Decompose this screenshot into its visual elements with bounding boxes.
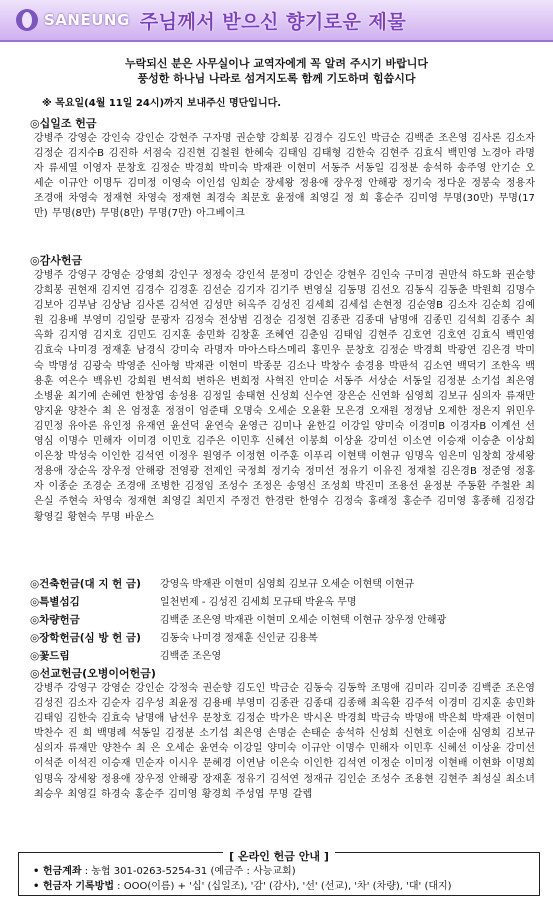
thanks-title: ◎감사헌금	[30, 254, 83, 267]
building-offering-label: ◎건축헌금(대 지 헌 금)	[30, 578, 141, 590]
scholarship-offering-label: ◎장학헌금(심 방 헌 금)	[30, 632, 141, 644]
tithe-names: 강병주 강영순 강인숙 강인순 강현주 구자명 권순향 강희봉 김경수 김도인 박금순 김백준 조은영 김사론 김소자 김정순 김지수B 김진하 서점숙 김진현 김철원 한혜숙 김태임 김태형 김한숙 김현주 김효식 백민영 노경아 라명자 류세열 이영자 문창호 김정순 박경희 박미숙 박재관 이현미 서동주 서동일 김정분 송석하 송주영 안기순 오세순 이규안 이명두 김미정 이영숙 이인섭 임희순 장세왕 정용애 장우정 안해광 정기숙 정다운 정봉숙 정용자 조경애 차영숙 정재현 차영숙 정재현 최경숙 최문호 윤정애 최영길 정 희 홍순주 김미영 무명(30만) 무명(17만) 무명(8만) 무명(8만) 무명(7만) 아그베이크	[34, 133, 535, 220]
header-banner	[0, 0, 553, 42]
notice-line-2: 풍성한 하나님 나라로 섬겨지도록 함께 기도하며 힘씁시다	[137, 72, 416, 85]
vehicle-offering-names: 김백준 조은영 박재관 이현미 오세순 이현택 이현규 장우정 안해광	[160, 615, 447, 626]
flower-offering-row	[30, 649, 535, 664]
flower-offering-label: ◎꽃드림	[30, 650, 70, 662]
special-service-row	[30, 595, 535, 610]
special-service-label: ◎특별섬김	[30, 596, 80, 608]
account-label: • 헌금계좌	[33, 866, 82, 877]
logo-mark-icon	[16, 9, 38, 31]
scholarship-offering-row	[30, 631, 535, 646]
scholarship-offering-names: 김동숙 나미경 정재훈 신인균 김용복	[160, 633, 318, 644]
flower-offering-names: 김백준 조은영	[160, 651, 222, 662]
mission-title: ◎선교헌금(오병이어헌금)	[30, 667, 156, 680]
deadline-note: ※ 목요일(4월 11일 24시)까지 보내주신 명단입니다.	[42, 98, 282, 109]
online-offering-box	[18, 852, 540, 896]
building-offering-row	[30, 577, 535, 592]
tithe-title: ◎십일조 헌금	[30, 117, 97, 130]
record-method-line	[33, 877, 452, 892]
notice-line-1: 누락되신 분은 사무실이나 교역자에게 꼭 알려 주시기 바랍니다	[124, 57, 429, 70]
vehicle-offering-row	[30, 613, 535, 628]
thanks-section	[30, 253, 535, 525]
record-method-label: • 헌금자 기록방법	[33, 881, 114, 892]
thanks-names: 강병주 강영구 강영순 강영희 강인구 정정숙 강인석 문정미 강인순 강현우 김인숙 구미경 권만석 하도화 권순향 강희봉 권현재 김지연 김경수 김경훈 김선순 김기자 김기주 변영실 김동명 김선오 김동식 김동춘 박원희 김명수 김보아 김부남 김상남 김사론 김석연 김성만 허옥주 김성진 김세희 김세섭 손현정 김순영B 김소자 김순희 김예원 김용배 부영미 김일랑 문광자 김정숙 전상범 김정순 김정현 김종관 김종대 남명애 김종민 김석희 김종수 최옥화 김지영 김지호 김민도 김지훈 송민화 김창훈 조혜연 김춘임 김태임 김현주 김호연 김호연 김효식 백민영 김효숙 나미경 정재훈 남경식 강미숙 라명자 마아스타스메리 홍민우 문창호 김정순 박경희 박광연 김은경 박미숙 박명성 김광숙 박영준 신아형 박재관 이현미 박종문 김소나 박창수 송경용 박판석 김소연 백덕기 조한옥 백용훈 여은수 백유빈 강희원 변석희 변하은 변희정 사혁진 안미순 서동주 서상순 서동일 김정분 소기섭 최은영 소병윤 최기예 손혜연 한창엽 송성용 김정일 송태현 신성희 신수연 장은순 신연화 심영희 김보규 심의자 류재만 양지윤 양찬수 최 은 엄정훈 정점이 엄준태 오명숙 오세순 오윤환 모은경 오재원 정정남 오제한 정은지 위민우 김민정 유아론 유인정 유재연 윤선덕 윤연숙 윤영근 김미나 윤한길 이강일 양미숙 이경미B 이경자B 이계선 선영심 이명수 민해자 이미경 이민호 김주은 이민후 신혜선 이봉희 이상윤 강미선 이소연 이승재 이승춘 이상희 이은창 박성숙 이인한 김석연 이정우 원영주 이정현 이주훈 이푸리 이현택 이현규 임명옥 임은미 임창희 장세왕 정용애 장순옥 장우정 안해광 전영광 전제인 국정희 정기숙 정미선 정유기 이유진 정재철 김은경B 정준영 정홍자 이종순 조경순 조경애 조병한 김정임 조성수 조정은 송영신 조성희 박진미 조용선 윤정분 주동환 주철완 최은실 주현숙 차영숙 정재현 최영길 최민지 주정건 한경란 한영수 김정숙 홍래정 홍순주 김미영 홍종해 김정갑 황영길 황현숙 무명 바운스	[34, 270, 535, 523]
logo-text: SANEUNG	[44, 11, 130, 29]
special-service-names: 일천번제 - 김성진 김세희 모규태 박윤옥 무명	[160, 597, 357, 608]
notice	[0, 56, 553, 86]
account-value: : 농협 301-0263-5254-31 (예금주 : 사능교회)	[84, 866, 296, 877]
online-offering-title: [ 온라인 헌금 안내 ]	[223, 850, 335, 863]
church-logo	[16, 9, 130, 31]
building-offering-names: 강영옥 박재관 이현미 심영희 김보규 오세순 이현택 이현규	[160, 579, 415, 590]
page-title: 주님께서 받으신 향기로운 제물	[139, 10, 407, 33]
vehicle-offering-label: ◎차량헌금	[30, 614, 80, 626]
account-line	[33, 862, 296, 877]
mission-section	[30, 666, 535, 802]
record-method-value: : OOO(이름) + '십' (십일조), '감' (감사), '선' (선교), '차' (차량), '대' (대지)	[117, 881, 452, 892]
tithe-section	[30, 116, 535, 222]
mission-names: 강병주 강영구 강영순 강인순 강정숙 권순향 김도인 박금순 김동숙 김동학 조명애 김미라 김미중 김백준 조은영 김성진 김소자 김순자 김우성 최윤정 김용배 부영미 김종관 김종대 김종해 최옥환 김주석 이경미 김지훈 송민화 김태임 김한숙 김효숙 남명애 남선우 문창호 김정순 박가은 박시온 박경희 박금숙 박명애 박은희 박재관 이현미 박찬수 진 희 백명례 석동일 김정분 소기섭 최은영 손명순 손태순 송석하 신성희 신현호 이순애 심영희 김보규 심의자 류재만 양찬수 최 은 오세순 윤연숙 이강일 양미숙 이규안 이명수 민해자 이민후 신혜선 이상윤 강미선 이석준 이석진 이승재 민순자 이시우 문혜경 이연남 이은숙 이인한 김석연 이정순 이미정 이현배 이현화 이명희 임명옥 장세왕 정용애 장우정 안해광 장재훈 정유기 김석연 정재규 김인순 조성수 조용현 김현주 최성실 최소녀 최승우 최영길 하경숙 홍순주 김미영 황경희 주성엽 무명 갈렙	[34, 683, 535, 800]
